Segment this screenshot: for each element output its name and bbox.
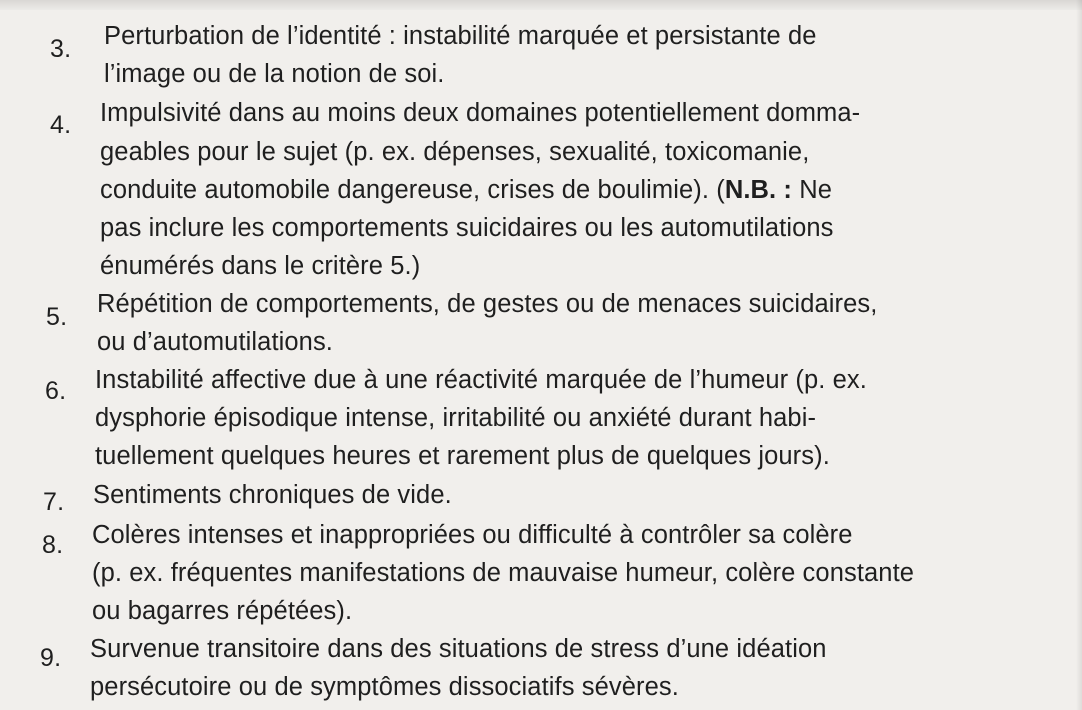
criterion-number: 7. <box>43 488 65 516</box>
criterion-number: 3. <box>50 35 72 63</box>
criterion-number: 9. <box>40 644 62 672</box>
criterion-text-line: l’image ou de la notion de soi. <box>104 60 445 88</box>
criterion-text-line: tuellement quelques heures et rarement plus de quelques jours). <box>95 442 830 470</box>
criterion-text-line: Impulsivité dans au moins deux domaines potentiellement domma- <box>100 99 861 127</box>
criterion-text-line: conduite automobile dangereuse, crises de boulimie). (N.B. : Ne <box>100 176 833 204</box>
criterion-text-line: énumérés dans le critère 5.) <box>100 252 421 280</box>
criterion-number: 5. <box>46 303 68 331</box>
criterion-text-line: ou d’automutilations. <box>97 328 333 356</box>
criterion-text-line: Colères intenses et inappropriées ou difficulté à contrôler sa colère <box>92 521 853 549</box>
criterion-text-line: ou bagarres répétées). <box>92 597 353 625</box>
criterion-text-line: geables pour le sujet (p. ex. dépenses, sexualité, toxicomanie, <box>100 138 810 166</box>
criterion-text-line: (p. ex. fréquentes manifestations de mauvaise humeur, colère constante <box>92 559 915 587</box>
nb-label: N.B. : <box>724 176 793 204</box>
criterion-text-line: persécutoire ou de symptômes dissociatifs sévères. <box>90 673 679 701</box>
criterion-number: 8. <box>42 531 64 559</box>
criterion-text-line: Sentiments chroniques de vide. <box>93 481 452 509</box>
criterion-text-line: Instabilité affective due à une réactivité marquée de l’humeur (p. ex. <box>95 366 867 394</box>
criterion-text-line: Survenue transitoire dans des situations de stress d’une idéation <box>90 635 827 663</box>
criterion-number: 4. <box>50 111 72 139</box>
criterion-text-line: Perturbation de l’identité : instabilité marquée et persistante de <box>104 22 817 50</box>
criterion-text-line: Répétition de comportements, de gestes ou de menaces suicidaires, <box>97 290 878 318</box>
criterion-number: 6. <box>45 377 67 405</box>
criterion-text-line: dysphorie épisodique intense, irritabilité ou anxiété durant habi- <box>95 404 817 432</box>
criterion-text-line: pas inclure les comportements suicidaires ou les automutilations <box>100 214 834 242</box>
